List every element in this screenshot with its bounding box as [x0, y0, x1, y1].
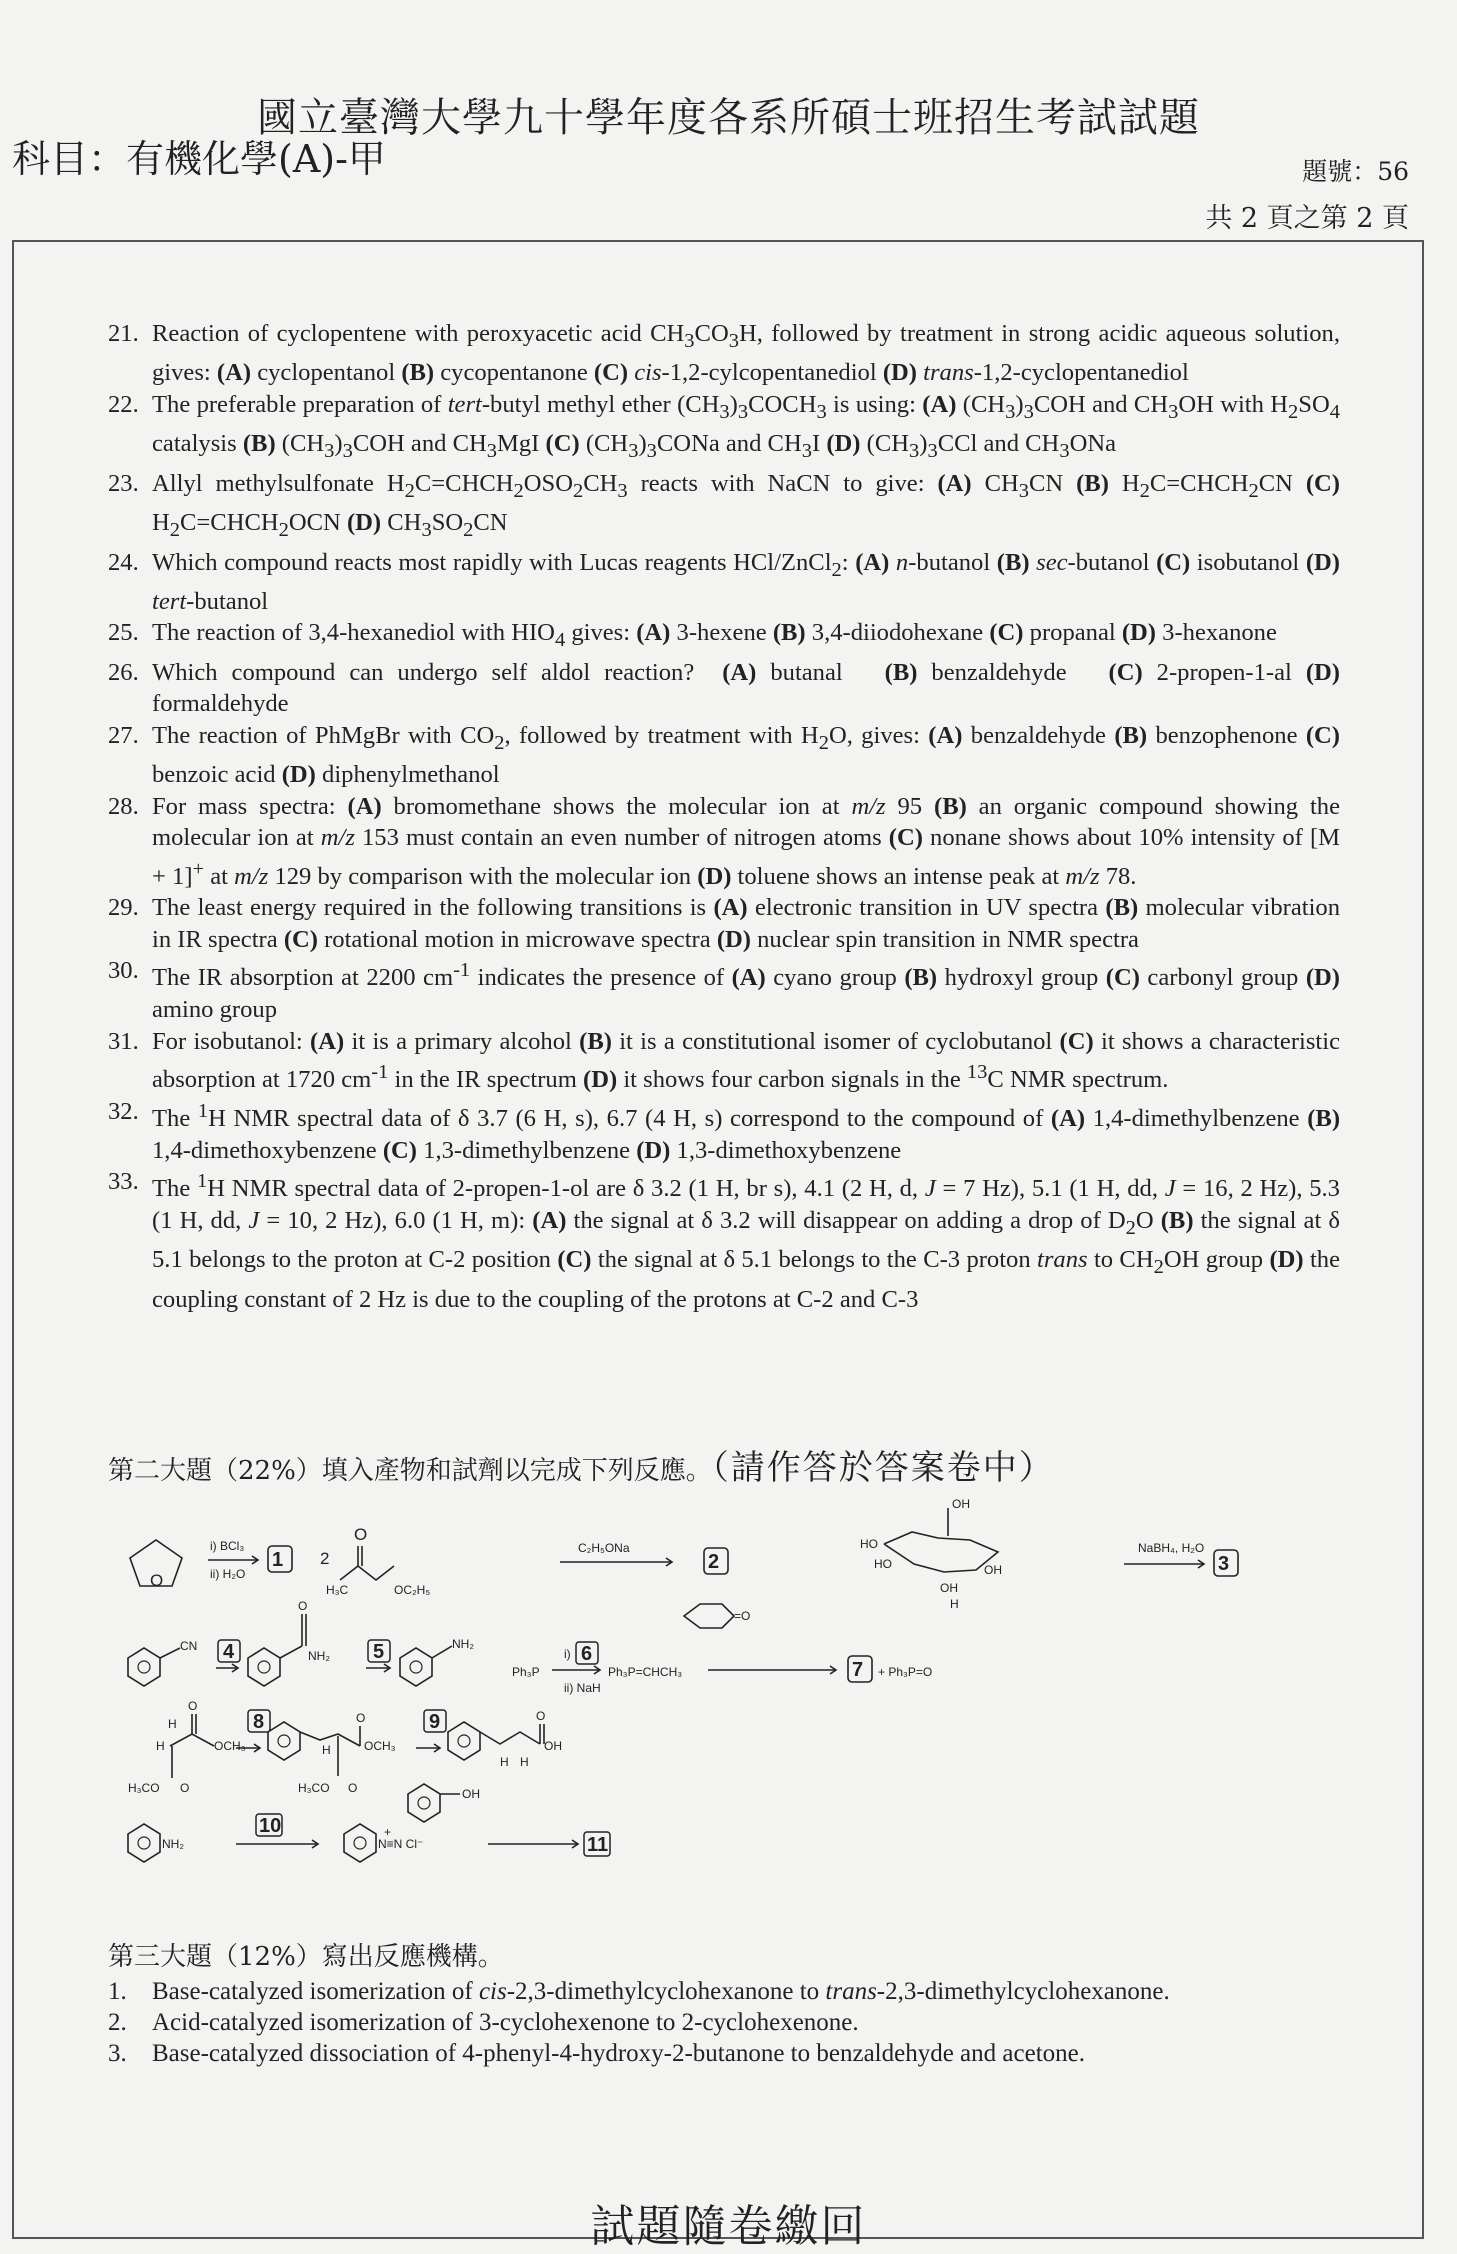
question-text: For isobutanol: (A) it is a primary alcohol (B) it is a constitutional isomer of cyclobutanol (C) it shows a characteristic absorption at 1720 $cm^{-1}$ in the IR spectrum (D) it shows four carbon signals in the $^{13}$C NMR spectrum. — [152, 1027, 1340, 1094]
phosphine-oxide: + Ph₃P=O — [878, 1665, 933, 1679]
blank-9: 9 — [429, 1711, 441, 1733]
reaction-scheme — [108, 1478, 1340, 1903]
benzylmalonate-H: H — [322, 1743, 331, 1757]
glucose-OH-bottom: OH — [940, 1581, 958, 1595]
ethyl-acetate — [340, 1566, 394, 1580]
acid-OH: OH — [544, 1739, 562, 1753]
question-text: Which compound can undergo self aldol reaction? (A) butanal (B) benzaldehyde (C) 2-propen-1-al (D) formaldehyde — [152, 658, 1340, 718]
acid-O: O — [536, 1709, 546, 1723]
glucose-ring — [884, 1532, 998, 1572]
blank-1: 1 — [272, 1549, 284, 1571]
mechanism-number: 1. — [108, 1978, 127, 2005]
benzylmalonate-O1: O — [356, 1711, 366, 1725]
benzene-ring-7 — [344, 1824, 376, 1862]
mechanism-list — [108, 1976, 1348, 2069]
glucose-OH-right: OH — [984, 1563, 1002, 1577]
question-number: 23. — [108, 469, 139, 497]
diazonium-plus: + — [384, 1825, 392, 1839]
benzene-ring-phenol — [408, 1784, 440, 1822]
question-text: Reaction of cyclopentene with peroxyacetic acid $CH_3CO_3H$, followed by treatment in strong acidic aqueous solution, gives: (A) cyclopentanol (B) cycopentanone (C) cis-1,2-cylcopentanediol (D) trans-1,2-cyclopentanediol — [152, 320, 1340, 387]
question-number: 32. — [108, 1097, 139, 1125]
malonate-O1: O — [188, 1699, 198, 1713]
question-number: 31. — [108, 1027, 139, 1055]
question-item — [108, 892, 1340, 955]
benzene-ring-3 — [400, 1648, 432, 1686]
question-number: 27. — [108, 721, 139, 749]
blank-10: 10 — [259, 1815, 282, 1837]
question-item — [108, 720, 1340, 791]
blank-4: 4 — [223, 1641, 235, 1663]
malonate-H2: H — [156, 1739, 165, 1753]
subject-label: 科目：有機化學(A)-甲 — [12, 137, 386, 181]
question-text: The IR absorption at 2200 $cm^{-1}$ indicates the presence of (A) cyano group (B) hydroxyl group (C) carbonyl group (D) amino group — [152, 959, 1340, 1024]
question-number: 21. — [108, 320, 139, 347]
benzylmalonate-H3CO: H₃CO — [298, 1781, 330, 1795]
question-text: The $^1$H NMR spectral data of 2-propen-1-ol are δ 3.2 (1 H, br s), 4.1 (2 H, d, J = 7 Hz), 5.1 (1 H, dd, J = 16, 2 Hz), 5.3 (1 H, dd, J = 10, 2 Hz), 6.0 (1 H, m): (A) the signal at δ 3.2 will disappear on adding a drop of $D_2O$ (B) the signal at δ 5.1 belongs to the proton at C-2 position (C) the signal at δ 5.1 belongs to the C-3 proton trans to $CH_2OH$ group (D) the coupling constant of 2 Hz is due to the coupling of the protons at C-2 and C-3 — [152, 1170, 1341, 1313]
acid-H1: H — [500, 1755, 509, 1769]
question-text: Allyl methylsulfonate $H_2C=CHCH_2OSO_2CH_3$ reacts with NaCN to give: (A) $CH_3CN$ (B) $H_2C=CHCH_2CN$ (C) $H_2C=CHCH_2OCN$ (D) $CH_3SO_2CN$ — [152, 469, 1340, 542]
ester-O: O — [354, 1525, 368, 1544]
blank-6: 6 — [581, 1643, 593, 1665]
benzene-ring-6 — [128, 1824, 160, 1862]
question-text: Which compound reacts most rapidly with Lucas reagents HCl/ZnCl$_2$: (A) n-butanol (B) sec-butanol (C) isobutanol (D) tert-butanol — [152, 548, 1340, 615]
question-number: 26. — [108, 658, 139, 686]
question-item — [108, 468, 1340, 547]
phenol-OH: OH — [462, 1787, 480, 1801]
section-2-note: （請作答於答案卷中） — [711, 1448, 1055, 1488]
acid-H2: H — [520, 1755, 529, 1769]
ylide: Ph₃P=CHCH₃ — [608, 1665, 683, 1679]
blank-7: 7 — [852, 1659, 864, 1681]
coefficient-2: 2 — [320, 1549, 330, 1568]
blank-3: 3 — [1218, 1553, 1230, 1575]
question-text: The least energy required in the following transitions is (A) electronic transition in UV spectra (B) molecular vibration in IR spectra (C) rotational motion in microwave spectra (D) nuclear spin transition in NMR spectra — [152, 894, 1340, 953]
mechanism-text: Acid-catalyzed isomerization of 3-cyclohexenone to 2-cyclohexenone. — [152, 2009, 859, 2036]
question-item — [108, 389, 1340, 468]
ester-H3C: H₃C — [326, 1583, 349, 1597]
question-number: 題號：56 — [1302, 157, 1409, 186]
glucose-HO-2: HO — [874, 1557, 892, 1571]
cyclohexanone — [684, 1604, 734, 1628]
exam-title: 國立臺灣大學九十學年度各系所碩士班招生考試試題 — [257, 95, 1200, 141]
question-text: The $^1$H NMR spectral data of δ 3.7 (6 H, s), 6.7 (4 H, s) correspond to the compound of (A) 1,4-dimethylbenzene (B) 1,4-dimethoxybenzene (C) 1,3-dimethylbenzene (D) 1,3-dimethoxybenzene — [152, 1099, 1341, 1164]
mechanism-text: Base-catalyzed dissociation of 4-phenyl-4-hydroxy-2-butanone to benzaldehyde and acetone. — [152, 2040, 1085, 2067]
question-text: For mass spectra: (A) bromomethane shows the molecular ion at m/z 95 (B) an organic compound showing the molecular ion at m/z 153 must contain an even number of nitrogen atoms (C) nonane shows about 10% intensity of [M + 1]+ at m/z 129 by comparison with the molecular ion (D) toluene shows an intense peak at m/z 78. — [152, 792, 1341, 890]
reagent-naoet: C₂H₅ONa — [578, 1541, 630, 1555]
benzene-ring-2 — [248, 1648, 280, 1686]
question-text: The reaction of PhMgBr with $CO_2$, followed by treatment with $H_2O$, gives: (A) benzaldehyde (B) benzophenone (C) benzoic acid (D) diphenylmethanol — [152, 721, 1340, 789]
question-item — [108, 657, 1340, 720]
amide-O: O — [298, 1599, 308, 1613]
question-number: 24. — [108, 548, 139, 576]
question-item — [108, 1166, 1340, 1315]
benzene-ring-5 — [448, 1722, 480, 1760]
mechanism-number: 2. — [108, 2009, 127, 2036]
cyclohexanone-O: =O — [734, 1609, 751, 1623]
mechanism-item — [108, 1976, 1348, 2007]
question-list — [108, 318, 1340, 1315]
nitrile-CN: CN — [180, 1639, 198, 1653]
question-number: 30. — [108, 957, 139, 985]
wittig-nah: ii) NaH — [564, 1681, 601, 1695]
question-number: 33. — [108, 1168, 139, 1195]
blank-8: 8 — [253, 1711, 265, 1733]
mechanism-item — [108, 2007, 1348, 2038]
benzylmalonate-O2: O — [348, 1781, 358, 1795]
benzene-ring-4 — [268, 1722, 300, 1760]
question-number: 25. — [108, 619, 139, 647]
question-number: 28. — [108, 792, 139, 820]
dimethyl-malonate — [170, 1734, 214, 1746]
question-text: The preferable preparation of tert-butyl methyl ether $(CH_3)_3COCH_3$ is using: (A) $(CH_3)_3COH$ and $CH_3OH$ with $H_2SO_4$ catalysis (B) $(CH_3)_3COH$ and $CH_3MgI$ (C) $(CH_3)_3CONa$ and $CH_3I$ (D) $(CH_3)_3CCl$ and $CH_3ONa$ — [152, 390, 1340, 463]
section-3-title: 第三大題（12%）寫出反應機構。 — [108, 1942, 504, 1972]
question-item — [108, 547, 1340, 618]
amide-NH2: NH₂ — [308, 1649, 330, 1663]
benzylmalonate-OCH3: OCH₃ — [364, 1739, 396, 1753]
question-item — [108, 1026, 1340, 1096]
malonate-OCH3: OCH₃ — [214, 1739, 246, 1753]
malonate-H1: H — [168, 1717, 177, 1731]
blank-5: 5 — [373, 1641, 385, 1663]
wittig-start: Ph₃P — [512, 1665, 540, 1679]
wittig-step: i) — [564, 1647, 571, 1661]
question-number: 29. — [108, 894, 139, 922]
mechanism-number: 3. — [108, 2040, 127, 2067]
aniline-NH2: NH₂ — [452, 1637, 474, 1651]
thf-O: O — [150, 1571, 164, 1590]
section-3-heading — [108, 1936, 504, 1973]
question-item — [108, 617, 1340, 656]
malonate-H3CO: H₃CO — [128, 1781, 160, 1795]
glucose-HO-1: HO — [860, 1537, 878, 1551]
question-number: 22. — [108, 390, 139, 418]
question-item — [108, 1096, 1340, 1166]
blank-11: 11 — [587, 1834, 609, 1856]
return-notice: 試題隨卷繳回 — [590, 2201, 867, 2252]
blank-2: 2 — [708, 1551, 720, 1573]
mechanism-text: Base-catalyzed isomerization of cis-2,3-dimethylcyclohexanone to trans-2,3-dimethylcyclohexanone. — [152, 1978, 1170, 2005]
question-item — [108, 318, 1340, 389]
glucose-H: H — [950, 1597, 959, 1611]
question-item — [108, 955, 1340, 1025]
ester-OEt: OC₂H₅ — [394, 1583, 431, 1597]
reagent-h2o: ii) H₂O — [210, 1567, 246, 1581]
question-item — [108, 791, 1340, 893]
section-2-title: 第二大題（22%）填入產物和試劑以完成下列反應。 — [108, 1456, 712, 1486]
aniline-NH2-2: NH₂ — [162, 1837, 184, 1851]
reagent-bcl3: i) BCl₃ — [210, 1539, 245, 1553]
reagent-nabh4: NaBH₄, H₂O — [1138, 1541, 1205, 1555]
question-text: The reaction of 3,4-hexanediol with $HIO_4$ gives: (A) 3-hexene (B) 3,4-diiodohexane (C) propanal (D) 3-hexanone — [152, 619, 1277, 652]
glucose-OH-top: OH — [952, 1497, 970, 1511]
mechanism-item — [108, 2038, 1348, 2069]
page-info: 共 2 頁之第 2 頁 — [1205, 203, 1409, 234]
diazonium-N: N≡N Cl⁻ — [378, 1837, 424, 1851]
benzene-ring-1 — [128, 1648, 160, 1686]
reaction-scheme-svg — [108, 1478, 1340, 1903]
malonate-O2: O — [180, 1781, 190, 1795]
